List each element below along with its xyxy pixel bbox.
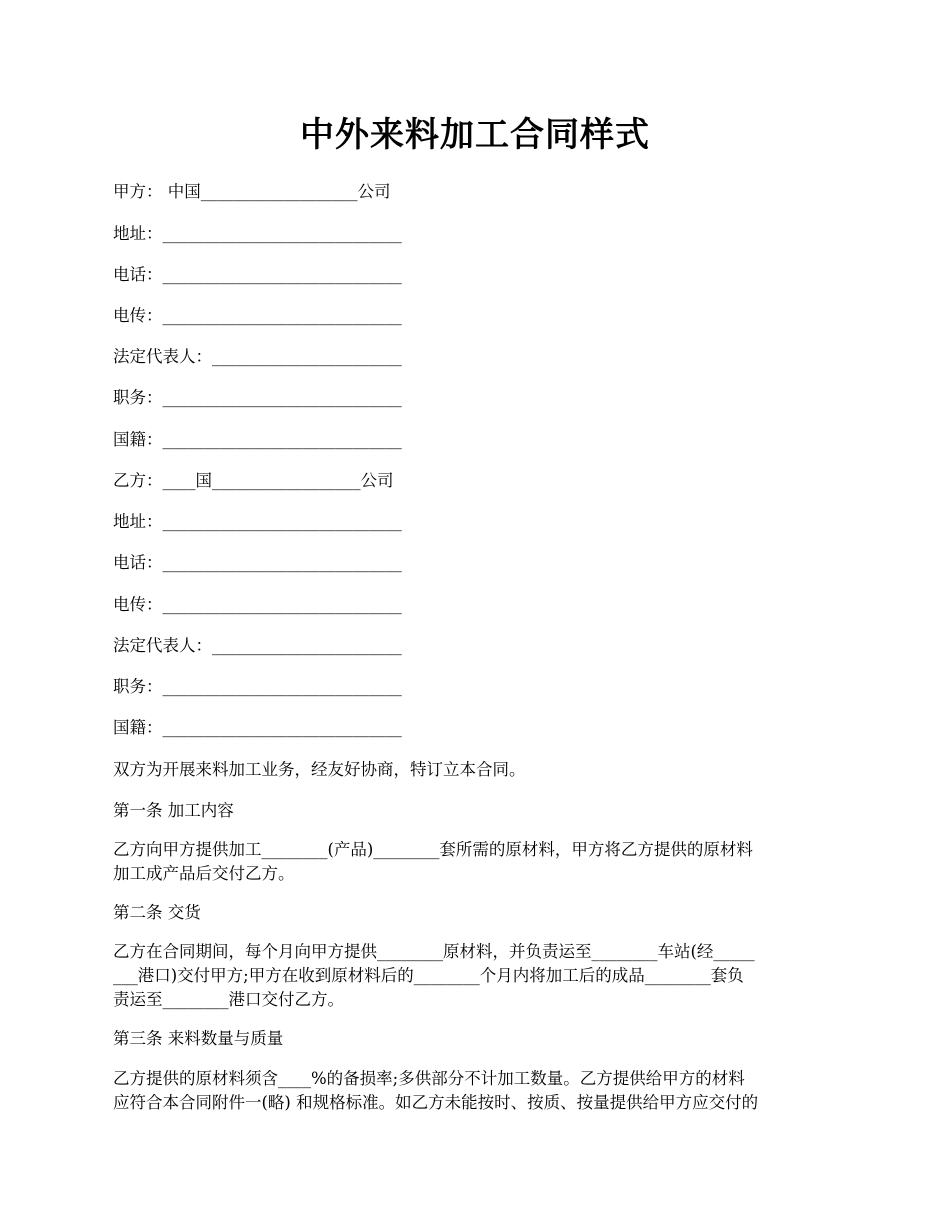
party-b-nationality: 国籍：_____________________________ — [113, 718, 402, 737]
article-1-body — [113, 838, 841, 886]
article-2-line: ___港口)交付甲方;甲方在收到原材料后的________个月内将加工后的成品________套负 — [113, 966, 744, 985]
article-1-line: 乙方向甲方提供加工________(产品)________套所需的原材料，甲方将乙方提供的原材料 — [113, 840, 753, 859]
party-a-phone: 电话：_____________________________ — [113, 265, 402, 284]
party-a-position: 职务：_____________________________ — [113, 388, 402, 407]
article-1-line: 加工成产品后交付乙方。 — [113, 864, 295, 883]
preamble: 双方为开展来料加工业务，经友好协商，特订立本合同。 — [113, 760, 526, 779]
party-b-fax: 电传：_____________________________ — [113, 595, 402, 614]
article-2-line: 乙方在合同期间，每个月向甲方提供________原材料，并负责运至________车站(经_____ — [113, 942, 755, 961]
party-b-name: 乙方：____国__________________公司 — [113, 471, 394, 490]
document-title: 中外来料加工合同样式 — [300, 115, 650, 155]
article-2-line: 责运至________港口交付乙方。 — [113, 990, 344, 1009]
party-a-name: 甲方： 中国___________________公司 — [113, 182, 391, 201]
article-3-line: 乙方提供的原材料须含____%的备损率;多供部分不计加工数量。乙方提供给甲方的材料 — [113, 1069, 745, 1088]
party-a-legal-rep: 法定代表人：_______________________ — [113, 347, 402, 366]
article-2-heading: 第二条 交货 — [113, 903, 201, 922]
article-3-body — [113, 1067, 841, 1115]
party-a-fax: 电传：_____________________________ — [113, 306, 402, 325]
party-b-legal-rep: 法定代表人：_______________________ — [113, 636, 402, 655]
party-b-phone: 电话：_____________________________ — [113, 553, 402, 572]
party-a-address: 地址：_____________________________ — [113, 224, 402, 243]
article-2-body — [113, 940, 841, 1012]
party-b-position: 职务：_____________________________ — [113, 677, 402, 696]
article-3-heading: 第三条 来料数量与质量 — [113, 1029, 284, 1048]
party-b-address: 地址：_____________________________ — [113, 512, 402, 531]
article-3-line: 应符合本合同附件一(略) 和规格标准。如乙方未能按时、按质、按量提供给甲方应交付的 — [113, 1093, 759, 1112]
party-a-nationality: 国籍：_____________________________ — [113, 430, 402, 449]
article-1-heading: 第一条 加工内容 — [113, 801, 234, 820]
